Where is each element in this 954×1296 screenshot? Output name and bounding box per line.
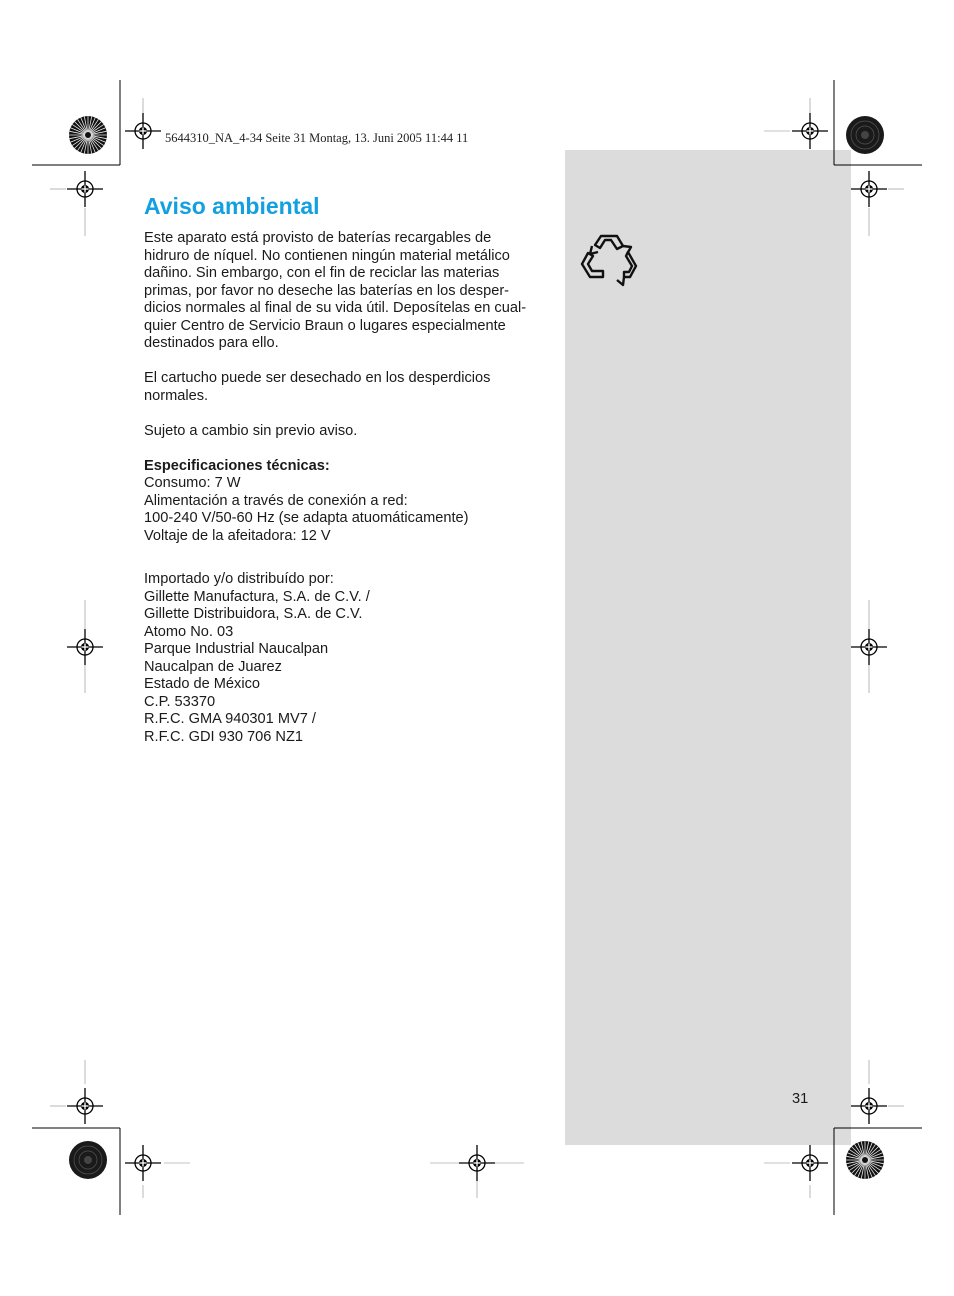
spec-line: 100-240 V/50-60 Hz (se adapta atuomáticamente): [144, 510, 469, 526]
importer-line: Gillette Distribuidora, S.A. de C.V.: [144, 606, 363, 622]
page-number: 31: [792, 1091, 809, 1107]
importer-line: Atomo No. 03: [144, 623, 234, 640]
specs-heading: Especificaciones técnicas:: [144, 457, 330, 474]
spec-line: Alimentación a través de conexión a red:: [144, 492, 408, 509]
section-title: Aviso ambiental: [144, 193, 320, 219]
spec-line: Voltaje de la afeitadora: 12 V: [144, 527, 331, 544]
importer-line: R.F.C. GDI 930 706 NZ1: [144, 728, 303, 745]
text-line: dicios normales al final de su vida útil. Deposítelas en cual-: [144, 300, 527, 316]
text-line: destinados para ello.: [144, 335, 279, 351]
text-line: hidruro de níquel. No contienen ningún material metálico: [144, 247, 510, 264]
text-line: El cartucho puede ser desechado en los desperdicios: [144, 370, 491, 386]
text-line: quier Centro de Servicio Braun o lugares especialmente: [144, 317, 506, 334]
importer-line: R.F.C. GMA 940301 MV7 /: [144, 711, 316, 727]
text-line: dañino. Sin embargo, con el fin de reciclar las materias: [144, 265, 500, 281]
print-slug: 5644310_NA_4-34 Seite 31 Montag, 13. Juni 2005 11:44 11: [165, 131, 469, 145]
importer-line: Estado de México: [144, 676, 261, 692]
importer-line: Parque Industrial Naucalpan: [144, 641, 329, 657]
text-line: normales.: [144, 387, 209, 404]
spec-line: Consumo: 7 W: [144, 475, 241, 491]
importer-line: Gillette Manufactura, S.A. de C.V. /: [144, 588, 370, 605]
importer-line: Naucalpan de Juarez: [144, 658, 282, 675]
importer-line: Importado y/o distribuído por:: [144, 571, 334, 587]
importer-line: C.P. 53370: [144, 693, 216, 710]
text-line: primas, por favor no deseche las baterías en los desper-: [144, 282, 510, 299]
text-line: Sujeto a cambio sin previo aviso.: [144, 422, 358, 439]
text-line: Este aparato está provisto de baterías recargables de: [144, 230, 492, 246]
